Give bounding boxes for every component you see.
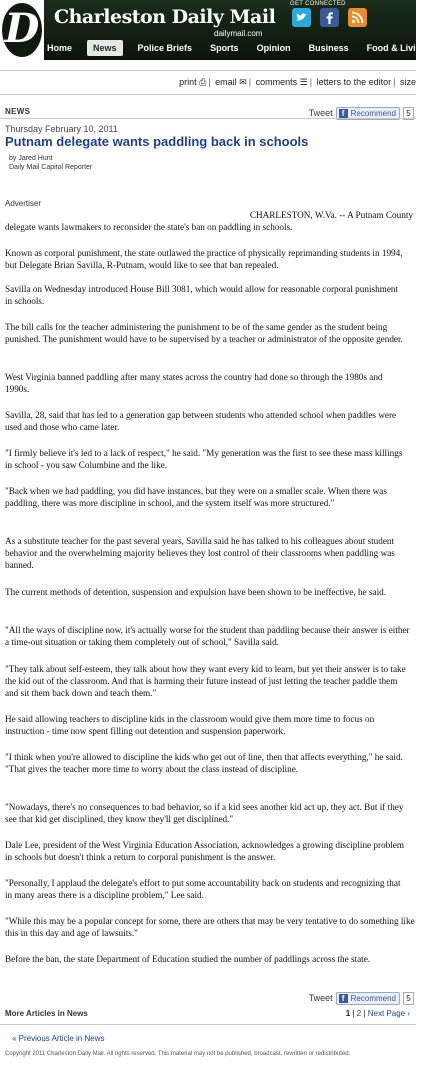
article-date: Thursday February 10, 2011 (5, 124, 118, 134)
recommend-count: 5 (403, 992, 414, 1005)
tweet-button[interactable]: Tweet (308, 108, 333, 118)
divider (0, 70, 416, 71)
site-url: dailymail.com (214, 29, 263, 38)
nav-business[interactable]: Business (308, 43, 349, 53)
nav-sports[interactable]: Sports (210, 43, 239, 53)
copyright-notice: Copyright 2011 Charleston Daily Mail. All rights reserved. This material may not be published, broadcast, rewritten or redistributed. (5, 1051, 351, 1057)
article-paragraph: As a substitute teacher for the past several years, Savilla said he has talked to his colleagues about student behavior and the overwhelming majority believes they lost control of their classrooms when paddling was banned. (5, 536, 395, 570)
article-paragraph: Savilla on Wednesday introduced House Bill 3081, which would allow for reasonable corporal punishment in schools. (5, 284, 399, 306)
nav-home[interactable]: Home (47, 43, 73, 53)
article-paragraph: "Back when we had paddling, you did have instances, but they were on a smaller scale. When there was paddling, there was more discipline in school, and the system itself was more structured." (5, 486, 387, 508)
text-size-link[interactable]: size (399, 77, 416, 87)
advertiser-label: Advertiser (5, 199, 42, 208)
article-tools: print ⎙ | email ✉ | comments ☰ | letters to the editor | size (179, 77, 416, 87)
facebook-icon[interactable] (320, 8, 339, 27)
letters-to-editor-link[interactable]: letters to the editor (316, 77, 392, 87)
article-paragraph: "They talk about self-esteem, they talk about how they want every kid to learn, but yet their answer is to take the kid out of the classroom. And that is harming their future instead of just letting the teacher paddle them and sit them back down and teach them." (5, 664, 406, 698)
get-connected-label: GET CONNECTED (290, 1, 346, 7)
comments-label: comments (255, 77, 298, 87)
facebook-icon: f (339, 994, 348, 1003)
dateline-city: CHARLESTON, W.Va. -- A Putnam County (249, 210, 413, 220)
page-2-link[interactable]: 2 (356, 1009, 362, 1018)
divider (0, 94, 416, 95)
article-headline: Putnam delegate wants paddling back in schools (5, 134, 309, 149)
section-label: NEWS (5, 107, 31, 116)
next-page-link[interactable] (368, 1009, 410, 1018)
article-paragraph: "All the ways of discipline now, it's actually worse for the student than paddling because their answer is either a time-out situation or taking them completely out of school," Savilla said. (5, 625, 410, 647)
pagination: 1 | 2 | Next Page › (345, 1009, 410, 1018)
page-1: 1 (345, 1009, 351, 1018)
article-paragraph: Before the ban, the state Department of Education studied the number of paddlings across the state. (5, 954, 371, 964)
article-paragraph: delegate wants lawmakers to reconsider the state's ban on paddling in schools. (5, 222, 293, 232)
recommend-label: Recommend (350, 108, 396, 118)
article-paragraph: Savilla, 28, said that has led to a generation gap between students who attended school when paddles were used and those who came later. (5, 410, 397, 432)
article-paragraph: He said allowing teachers to discipline kids in the classroom would give them more time to focus on instruction - time now spent filling out detention and suspension paperwork. (5, 714, 375, 736)
facebook-icon: f (339, 109, 348, 118)
nav-police-briefs[interactable]: Police Briefs (137, 43, 193, 53)
article-paragraph: "I think when you're allowed to discipline the kids who get out of line, then that affects everything," he said. "That gives the teacher more time to worry about the class instead of discipline. (5, 752, 403, 774)
nav-news[interactable]: News (87, 40, 123, 56)
main-nav (44, 39, 442, 57)
rss-icon[interactable] (348, 8, 367, 27)
twitter-icon[interactable] (292, 8, 311, 27)
article-paragraph: "Personally, I applaud the delegate's effort to put some accountability back on students and recognizing that in many areas there is a discipline problem," Lee said. (5, 878, 401, 900)
next-page-label: Next Page (367, 1009, 406, 1018)
site-logo[interactable] (0, 0, 44, 60)
nav-opinion[interactable]: Opinion (256, 43, 291, 53)
article-paragraph: "I firmly believe it's led to a lack of respect," he said. "My generation was the first to see these mass killings in school - you saw Columbine and the like. (5, 448, 403, 470)
print-label: print (179, 77, 197, 87)
divider (0, 118, 416, 119)
tweet-button[interactable]: Tweet (308, 993, 333, 1003)
email-label: email (215, 77, 237, 87)
email-link[interactable] (215, 77, 247, 87)
more-articles-label: More Articles in News (5, 1009, 88, 1018)
print-link[interactable] (179, 77, 206, 87)
chevron-right-icon: › (407, 1009, 410, 1018)
byline: by Jared Hunt (9, 155, 53, 162)
masthead (0, 0, 427, 60)
comments-link[interactable] (256, 77, 308, 87)
email-icon: ✉ (239, 77, 247, 87)
nav-food-living[interactable]: Food & Living (366, 43, 427, 53)
article-paragraph: "While this may be a popular concept for some, there are others that may be very tentative to do something like this in this day and age of lawsuits." (5, 916, 415, 938)
recommend-count: 5 (403, 107, 414, 120)
recommend-label: Recommend (350, 993, 396, 1003)
logo-letter: D (4, 5, 40, 52)
facebook-recommend-button[interactable] (336, 992, 400, 1005)
print-icon: ⎙ (199, 77, 207, 87)
site-title[interactable]: Charleston Daily Mail (54, 6, 276, 28)
share-bar-bottom (309, 991, 414, 1005)
comments-icon: ☰ (299, 77, 308, 87)
divider (0, 1024, 416, 1025)
article-paragraph: The bill calls for the teacher administering the punishment to be of the same gender as the student being punished. The punishment would have to be supervised by a teacher or administrator of the opposite gender. (5, 322, 403, 344)
article-paragraph: Dale Lee, president of the West Virginia Education Association, acknowledges a growing discipline problem in schools but doesn't think a return to corporal punishment is the answer. (5, 840, 405, 862)
article-paragraph: West Virginia banned paddling after many states across the country had done so through the 1980s and 1990s. (5, 372, 383, 394)
article-paragraph: The current methods of detention, suspension and expulsion have been shown to be ineffective, he said. (5, 587, 387, 597)
article-paragraph: "Nowadays, there's no consequences to bad behavior, so if a kid sees another kid act up, they act. But if they see that kid get disciplined, they know they'll get disciplined." (5, 802, 404, 824)
byline-organization: Daily Mail Capitol Reporter (9, 164, 93, 171)
previous-article-link[interactable]: « Previous Article in News (12, 1034, 105, 1043)
article-paragraph: Known as corporal punishment, the state outlawed the practice of physically reprimanding students in 1994, but Delegate Brian Savilla, R-Putnam, would like to see that ban repealed. (5, 248, 403, 270)
